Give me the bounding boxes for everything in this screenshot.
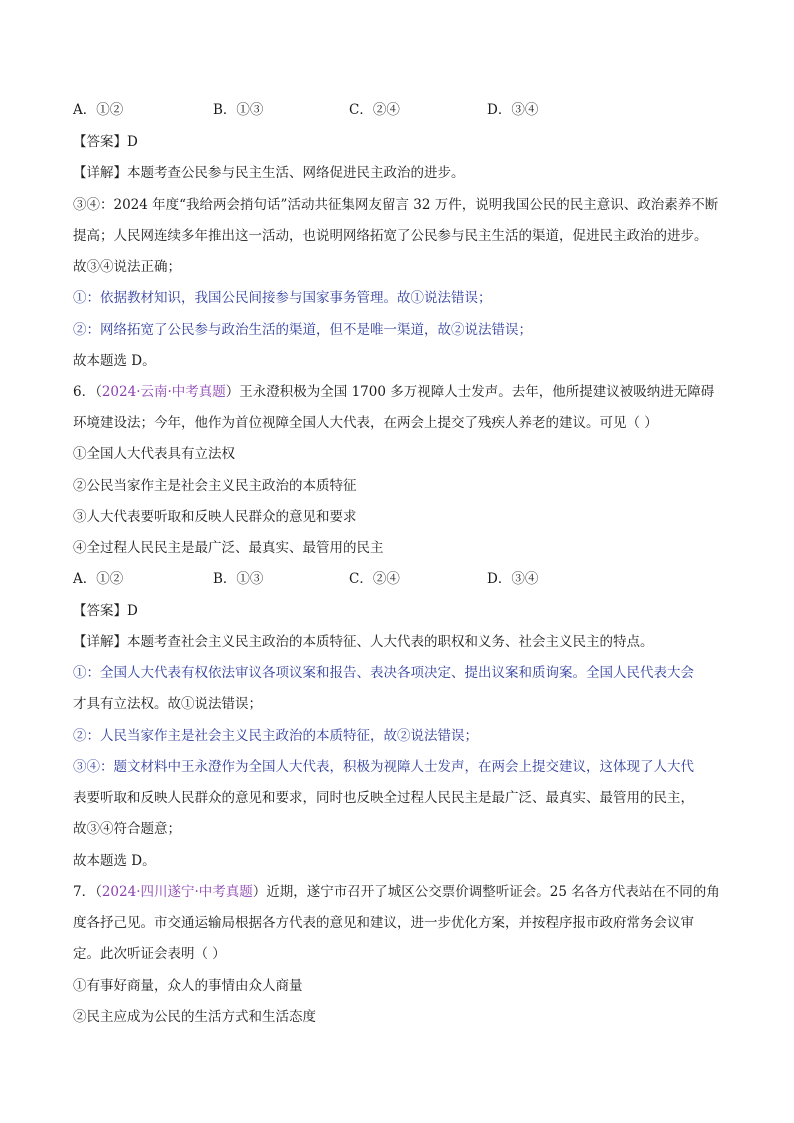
q7-item: ②民主应成为公民的生活方式和生活态度 (73, 1009, 316, 1025)
detail-tag: 【详解】 (73, 165, 127, 181)
q5-option-d: D．③④ (487, 102, 539, 118)
q5-detail-intro: 【详解】本题考查公民参与民主生活、网络促进民主政治的进步。 (73, 165, 465, 181)
q6-detail-line: ①：全国人大代表有权依法审议各项议案和报告、表决各项决定、提出议案和质询案。全国人民代表大会 (73, 665, 694, 681)
q5-detail-line: ①：依据教材知识，我国公民间接参与国家事务管理。故①说法错误； (73, 290, 492, 306)
q7-stem-line1: 7．（2024·四川遂宁·中考真题）近期，遂宁市召开了城区公交票价调整听证会。25 名各方代表站在不同的角 (73, 884, 720, 900)
answer-value: D (127, 603, 138, 619)
q6-detail-line: 故③④符合题意； (73, 821, 181, 837)
q5-detail-line: ②：网络拓宽了公民参与政治生活的渠道，但不是唯一渠道，故②说法错误； (73, 322, 532, 338)
q6-item: ④全过程人民民主是最广泛、最真实、最管用的民主 (73, 540, 384, 556)
q6-options (73, 569, 723, 589)
q6-stem-line2: 环境建设法；今年，他作为首位视障全国人大代表，在两会上提交了残疾人养老的建议。可见（ ） (73, 415, 658, 431)
answer-tag: 【答案】 (73, 603, 127, 619)
q6-detail-line: 才具有立法权。故①说法错误； (73, 696, 262, 712)
q6-detail-line: ③④：题文材料中王永澄作为全国人大代表，积极为视障人士发声，在两会上提交建议，这体现了人大代 (73, 759, 694, 775)
q5-option-a: A．①② (73, 102, 124, 118)
q7-stem-line2: 度各抒己见。市交通运输局根据各方代表的意见和建议，进一步优化方案，并按程序报市政府常务会议审 (73, 915, 694, 931)
question-number: 6． (73, 384, 96, 400)
q5-detail-line: ③④：2024 年度“我给两会捎句话”活动共征集网友留言 32 万件，说明我国公民的民主意识、政治素养不断 (73, 197, 719, 213)
q5-option-c: C．②④ (349, 102, 400, 118)
q5-options (73, 100, 723, 120)
q6-item: ②公民当家作主是社会主义民主政治的本质特征 (73, 478, 357, 494)
question-source: 2024·四川遂宁·中考真题 (101, 884, 253, 900)
q5-conclusion: 故本题选 D。 (73, 353, 156, 369)
q7-item: ①有事好商量，众人的事情由众人商量 (73, 978, 303, 994)
question-source: 2024·云南·中考真题 (101, 384, 226, 400)
q7-stem-line3: 定。此次听证会表明（ ） (73, 946, 226, 962)
answer-tag: 【答案】 (73, 134, 127, 150)
q6-answer (73, 601, 723, 621)
q6-item: ①全国人大代表具有立法权 (73, 446, 235, 462)
q6-detail-intro: 【详解】本题考查社会主义民主政治的本质特征、人大代表的职权和义务、社会主义民主的特点。 (73, 634, 654, 650)
q5-option-b: B．①③ (213, 102, 264, 118)
question-number: 7． (73, 884, 96, 900)
q6-option-b: B．①③ (213, 571, 264, 587)
q6-detail-line: ②：人民当家作主是社会主义民主政治的本质特征，故②说法错误； (73, 728, 478, 744)
answer-value: D (127, 134, 138, 150)
q5-answer (73, 132, 723, 152)
detail-tag: 【详解】 (73, 634, 127, 650)
q6-conclusion: 故本题选 D。 (73, 853, 156, 869)
q6-option-a: A．①② (73, 571, 124, 587)
q6-detail-line: 表要听取和反映人民群众的意见和要求，同时也反映全过程人民民主是最广泛、最真实、最管用的民主， (73, 790, 694, 806)
q6-option-d: D．③④ (487, 571, 539, 587)
q6-stem-line1: 6．（2024·云南·中考真题）王永澄积极为全国 1700 多万视障人士发声。去年，他所提建议被吸纳进无障碍 (73, 384, 715, 400)
q5-detail-line: 故③④说法正确； (73, 259, 181, 275)
q6-option-c: C．②④ (349, 571, 400, 587)
q5-detail-line: 提高；人民网连续多年推出这一活动，也说明网络拓宽了公民参与民主生活的渠道，促进民主政治的进步。 (73, 228, 708, 244)
q6-item: ③人大代表要听取和反映人民群众的意见和要求 (73, 509, 357, 525)
